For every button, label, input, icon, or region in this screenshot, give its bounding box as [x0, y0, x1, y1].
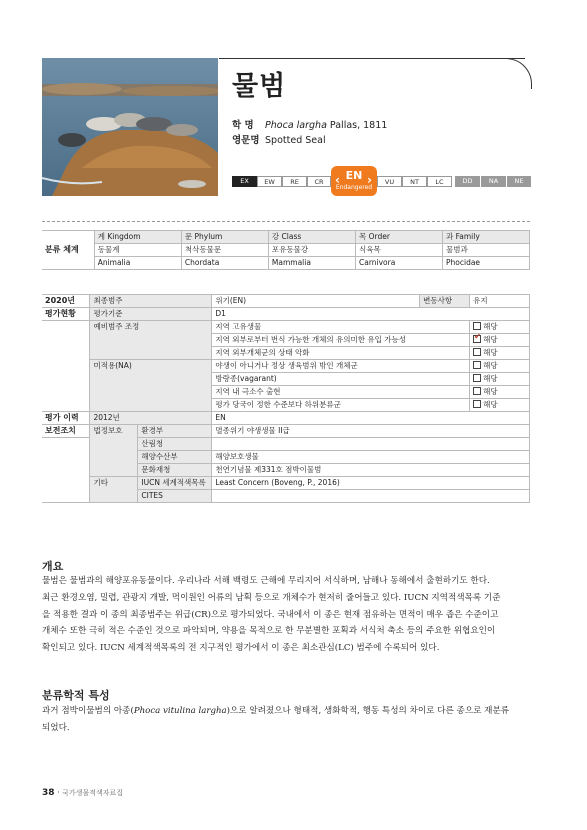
status-ex: EX	[232, 176, 257, 187]
org-name: IUCN 세계적색목록	[138, 477, 212, 490]
history-label: 평가 이력	[42, 412, 90, 425]
chevron-right-icon: ›	[367, 173, 372, 187]
checkbox-empty-icon	[473, 361, 481, 369]
check-cell: 해당	[470, 347, 530, 360]
org-name: 문화재청	[138, 464, 212, 477]
taxonomy-paragraph	[42, 703, 532, 737]
change-value: 유지	[470, 295, 530, 308]
change-label: 변동사항	[420, 295, 470, 308]
na-item: 방랑종(vagarant)	[212, 373, 470, 386]
prelim-item: 지역 외부로부터 번식 가능한 개체의 유의미한 유입 가능성	[212, 334, 470, 347]
sci-name: Phoca largha	[265, 120, 327, 131]
sci-author: Pallas, 1811	[326, 120, 388, 131]
status-re: RE	[282, 176, 307, 187]
title-frame	[219, 58, 525, 59]
english-name-row	[232, 132, 326, 146]
evaluation-table	[42, 294, 530, 503]
criteria-label: 평가기준	[90, 308, 212, 321]
check-cell: 해당	[470, 360, 530, 373]
order-la: Carnivora	[355, 257, 442, 270]
overview-line: 개체수 또한 극히 적은 수준인 것으로 파악되며, 약용을 목적으로 한 무분별한 포획과 서식처 축소 등의 주요한 위협요인이	[42, 626, 496, 637]
sci-label: 학 명	[232, 120, 254, 131]
section-divider	[42, 221, 530, 222]
status-dd: DD	[455, 176, 480, 187]
overview-heading: 개요	[42, 560, 64, 573]
status-lc: LC	[427, 176, 452, 187]
table-row	[42, 425, 530, 438]
status-current-code: EN	[345, 169, 363, 182]
overview-paragraph	[42, 573, 532, 657]
na-item: 야생이 아니거나 정상 생육범위 밖인 개체군	[212, 360, 470, 373]
rank-family: 과 Family	[443, 231, 530, 244]
prelim-item: 지역 외부개체군의 상태 악화	[212, 347, 470, 360]
taxonomy-line: 과거 점박이물범의 아종(Phoca vitulina largha)으로 알려졌으나 형태적, 생화학적, 행동 특성의 차이로 다른 종으로 재분류	[42, 706, 510, 716]
family-kr: 물범과	[443, 244, 530, 257]
order-kr: 식육목	[355, 244, 442, 257]
status-ew: EW	[257, 176, 282, 187]
chevron-left-icon: ‹	[335, 173, 340, 187]
status-na: NA	[481, 176, 506, 187]
org-value: 해양보호생물	[212, 451, 530, 464]
org-name: 해양수산부	[138, 451, 212, 464]
rank-order: 목 Order	[355, 231, 442, 244]
prelim-item: 지역 고유생물	[212, 321, 470, 334]
org-name: 환경부	[138, 425, 212, 438]
overview-line: 최근 환경오염, 밀렵, 관광지 개발, 먹이원인 어류의 남획 등으로 개체수가 현저히 줄어들고 있다. IUCN 지역적색목록 기준	[42, 592, 501, 603]
org-name: 산림청	[138, 438, 212, 451]
table-row	[42, 231, 530, 244]
table-row	[42, 321, 530, 334]
final-category-value: 위기(EN)	[212, 295, 420, 308]
title-frame-corner	[505, 58, 532, 89]
check-cell: ✔ 해당	[470, 334, 530, 347]
species-title: 물범	[232, 71, 287, 102]
overview-line: 을 적용한 결과 이 종의 최종범주는 위급(CR)으로 평가되었다. 국내에서 이 종은 현재 점유하는 면적이 매우 좁은 수준이고	[42, 609, 499, 620]
org-value: Least Concern (Boveng, P., 2016)	[212, 477, 530, 490]
status-ne: NE	[507, 176, 531, 187]
table-row	[42, 477, 530, 490]
en-label: 영문명	[232, 135, 260, 146]
history-value: EN	[212, 412, 530, 425]
table-row	[42, 360, 530, 373]
checkbox-empty-icon	[473, 322, 481, 330]
book-title: 국가생물적색자료집	[62, 789, 124, 797]
legal-protection-label: 법정보호	[90, 425, 138, 477]
table-row	[42, 295, 530, 308]
rank-kingdom: 계 Kingdom	[94, 231, 181, 244]
checkbox-empty-icon	[473, 400, 481, 408]
na-item: 지역 내 극소수 출현	[212, 386, 470, 399]
criteria-value: D1	[212, 308, 530, 321]
class-la: Mammalia	[268, 257, 355, 270]
table-row	[42, 308, 530, 321]
org-value	[212, 438, 530, 451]
footer-separator: ·	[57, 788, 63, 797]
phylum-la: Chordata	[181, 257, 268, 270]
phylum-kr: 척삭동물문	[181, 244, 268, 257]
checkbox-checked-icon	[473, 335, 481, 343]
status-current-name: Endangered	[335, 184, 373, 191]
eval-status-label: 평가현황	[42, 308, 90, 321]
check-cell: 해당	[470, 386, 530, 399]
classification-label: 분류 체계	[42, 231, 94, 270]
kingdom-la: Animalia	[94, 257, 181, 270]
table-row	[42, 257, 530, 270]
overview-line: 확인되고 있다. IUCN 세계적색목록의 전 지구적인 평가에서 이 종은 최소관심(LC) 범주에 수록되어 있다.	[42, 643, 440, 654]
class-kr: 포유동물강	[268, 244, 355, 257]
family-la: Phocidae	[443, 257, 530, 270]
classification-table	[42, 230, 530, 270]
page-footer	[42, 788, 123, 798]
org-value	[212, 490, 530, 503]
status-cr: CR	[307, 176, 331, 187]
year-label: 2020년	[42, 295, 90, 308]
etc-label: 기타	[90, 477, 138, 503]
species-photo	[42, 58, 218, 196]
rank-class: 강 Class	[268, 231, 355, 244]
org-value: 천연기념물 제331호 점박이물범	[212, 464, 530, 477]
final-category-label: 최종범주	[90, 295, 212, 308]
taxonomy-line: 되었다.	[42, 722, 70, 733]
org-name: CITES	[138, 490, 212, 503]
checkbox-empty-icon	[473, 348, 481, 356]
checkbox-empty-icon	[473, 374, 481, 382]
check-cell: 해당	[470, 321, 530, 334]
checkbox-empty-icon	[473, 387, 481, 395]
table-row	[42, 244, 530, 257]
scientific-name-row	[232, 117, 387, 131]
status-vu: VU	[377, 176, 402, 187]
conservation-label: 보전조치	[42, 425, 90, 438]
org-value: 멸종위기 야생생물 II급	[212, 425, 530, 438]
na-item: 평가 당국이 정한 수준보다 하위분류군	[212, 399, 470, 412]
page-number: 38	[42, 788, 55, 798]
check-cell: 해당	[470, 373, 530, 386]
na-label: 미적용(NA)	[90, 360, 212, 412]
table-row	[42, 412, 530, 425]
taxonomy-heading: 분류학적 특성	[42, 689, 110, 702]
check-cell: 해당	[470, 399, 530, 412]
rank-phylum: 문 Phylum	[181, 231, 268, 244]
history-year: 2012년	[90, 412, 212, 425]
prelim-label: 예비범주 조정	[90, 321, 212, 360]
overview-line: 물범은 물범과의 해양포유동물이다. 우리나라 서해 백령도 근해에 무리지어 서식하며, 남해나 동해에서 출현하기도 한다.	[42, 576, 490, 586]
subspecies-name: Phoca vitulina largha	[133, 706, 227, 716]
kingdom-kr: 동물계	[94, 244, 181, 257]
en-name: Spotted Seal	[265, 135, 326, 146]
status-nt: NT	[402, 176, 427, 187]
